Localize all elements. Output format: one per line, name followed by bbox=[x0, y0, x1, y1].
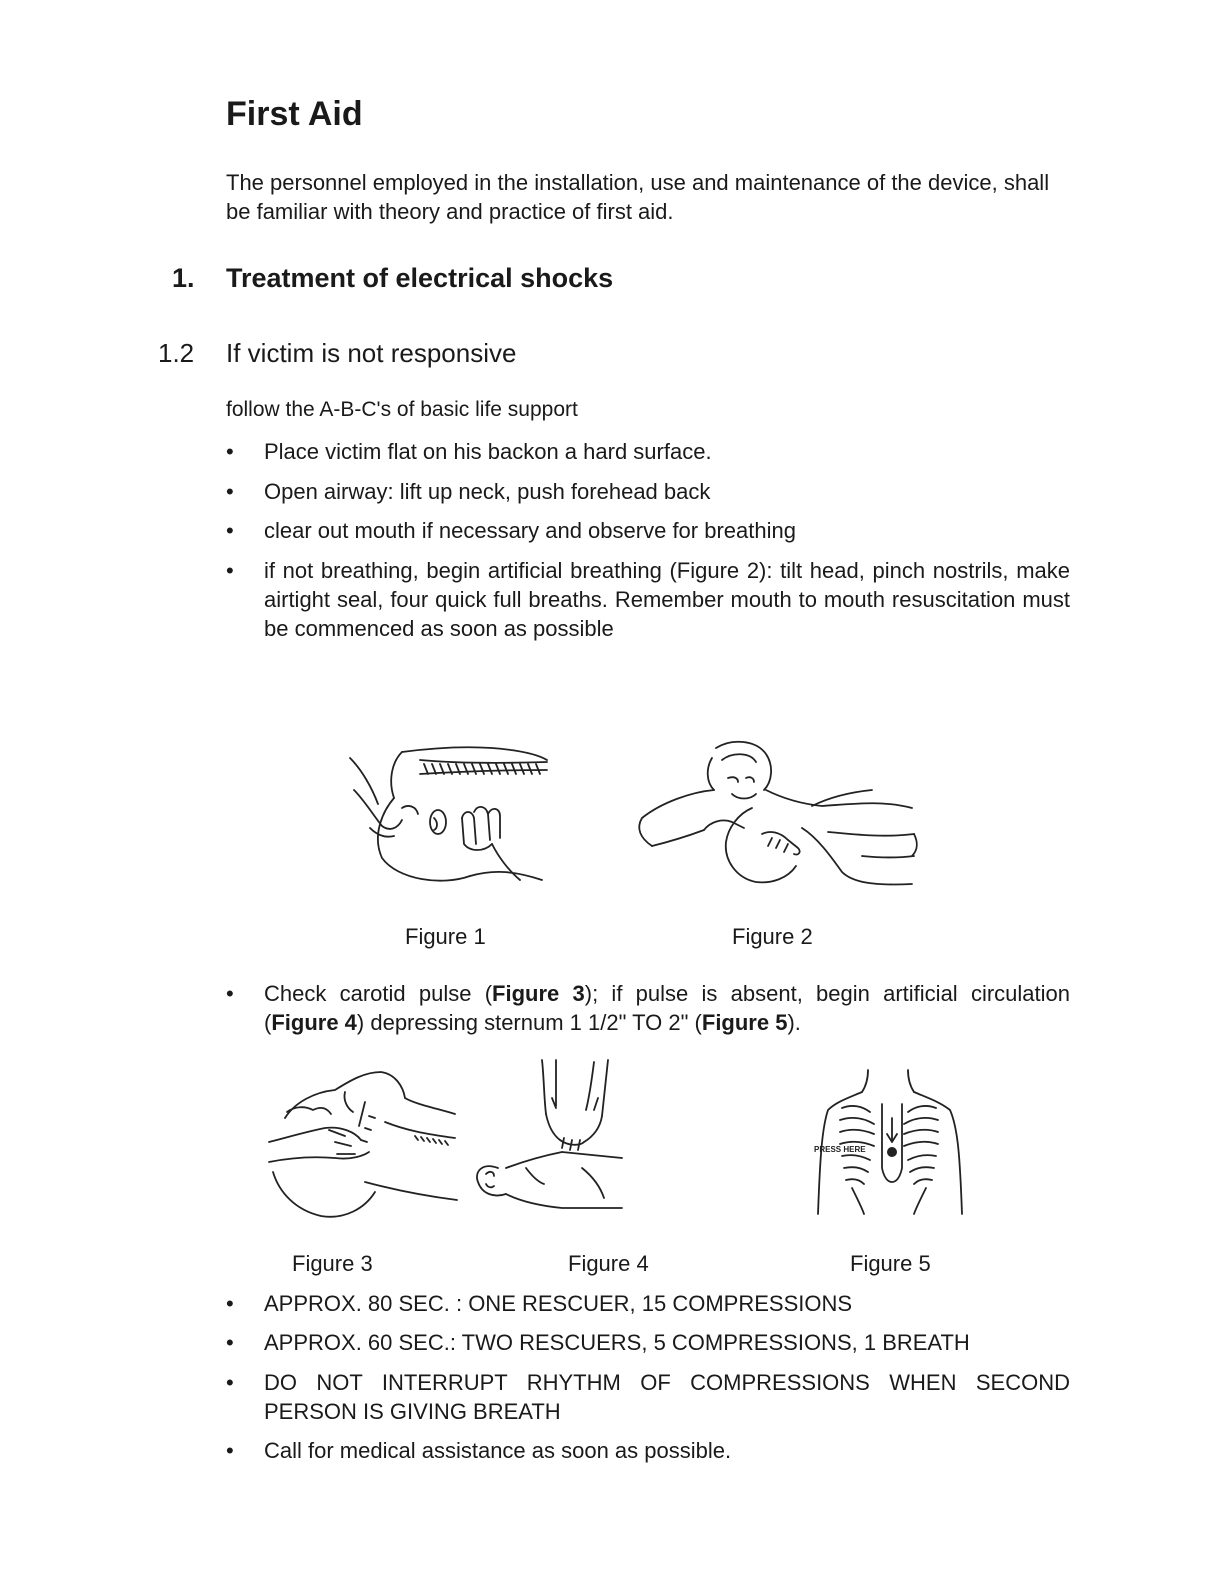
list-item-text: Call for medical assistance as soon as possible. bbox=[264, 1438, 732, 1463]
bullet-icon: • bbox=[226, 479, 234, 504]
list-item-text: APPROX. 80 SEC. : ONE RESCUER, 15 COMPRESSIONS bbox=[264, 1291, 853, 1316]
list-item-text: Open airway: lift up neck, push forehead back bbox=[264, 479, 711, 504]
list-item bbox=[226, 1328, 1070, 1357]
page-title: First Aid bbox=[226, 95, 363, 133]
bullet-icon: • bbox=[226, 1330, 234, 1355]
figure-3-illustration bbox=[265, 1062, 465, 1222]
press-here-label: PRESS HERE bbox=[814, 1145, 866, 1154]
figure-3-caption: Figure 3 bbox=[292, 1251, 373, 1276]
list-item bbox=[226, 516, 1070, 545]
figure-2-illustration bbox=[632, 738, 922, 888]
lead-text: follow the A-B-C's of basic life support bbox=[226, 398, 578, 421]
list-item-text: if not breathing, begin artificial breathing (Figure 2): tilt head, pinch nostrils, make airtight seal, four quick full breaths. Remember mouth to mouth resuscitation must be commenced as soon as possible bbox=[264, 558, 1070, 641]
figure-4-caption: Figure 4 bbox=[568, 1251, 649, 1276]
intro-paragraph: The personnel employed in the installation, use and maintenance of the device, shall be familiar with theory and practice of first aid. bbox=[226, 170, 1050, 224]
bullet-icon: • bbox=[226, 439, 234, 464]
figure-1-caption: Figure 1 bbox=[405, 924, 486, 949]
bullet-icon: • bbox=[226, 558, 234, 583]
list-item bbox=[226, 1289, 1070, 1318]
list-item-text: Place victim flat on his backon a hard surface. bbox=[264, 439, 712, 464]
section-1-2-heading: If victim is not responsive bbox=[226, 338, 517, 368]
bullet-icon: • bbox=[226, 518, 234, 543]
figure-5-reference: Figure 5 bbox=[701, 1010, 788, 1035]
figure-1-illustration bbox=[342, 740, 552, 890]
list-item bbox=[226, 477, 1070, 506]
figure-5-caption: Figure 5 bbox=[850, 1251, 931, 1276]
list-item-text: APPROX. 60 SEC.: TWO RESCUERS, 5 COMPRESSIONS, 1 BREATH bbox=[264, 1330, 970, 1355]
figure-2-caption: Figure 2 bbox=[732, 924, 813, 949]
list-item bbox=[226, 1436, 1070, 1465]
figure-3-reference: Figure 3 bbox=[492, 981, 585, 1006]
section-1-number: 1. bbox=[172, 263, 195, 293]
bullet-icon: • bbox=[226, 1291, 234, 1316]
bullet-icon: • bbox=[226, 1370, 234, 1395]
list-item bbox=[226, 437, 1070, 466]
bullet-icon: • bbox=[226, 981, 234, 1006]
figure-4-illustration bbox=[472, 1058, 632, 1218]
list-item-text: Check carotid pulse (Figure 3); if pulse is absent, begin artificial circulation (Figure 4) depressing sternum 1 1/2" TO 2" (Figure 5). bbox=[264, 981, 1070, 1035]
list-item bbox=[226, 979, 1070, 1037]
figure-4-reference: Figure 4 bbox=[271, 1010, 357, 1035]
list-item-text: clear out mouth if necessary and observe for breathing bbox=[264, 518, 796, 543]
section-1-2-number: 1.2 bbox=[158, 338, 195, 368]
list-item bbox=[226, 556, 1070, 643]
bullet-icon: • bbox=[226, 1438, 234, 1463]
figure-5-illustration bbox=[812, 1068, 972, 1218]
section-1-heading: Treatment of electrical shocks bbox=[226, 263, 614, 293]
list-item bbox=[226, 1368, 1070, 1426]
list-item-text: DO NOT INTERRUPT RHYTHM OF COMPRESSIONS WHEN SECOND PERSON IS GIVING BREATH bbox=[264, 1370, 1070, 1424]
